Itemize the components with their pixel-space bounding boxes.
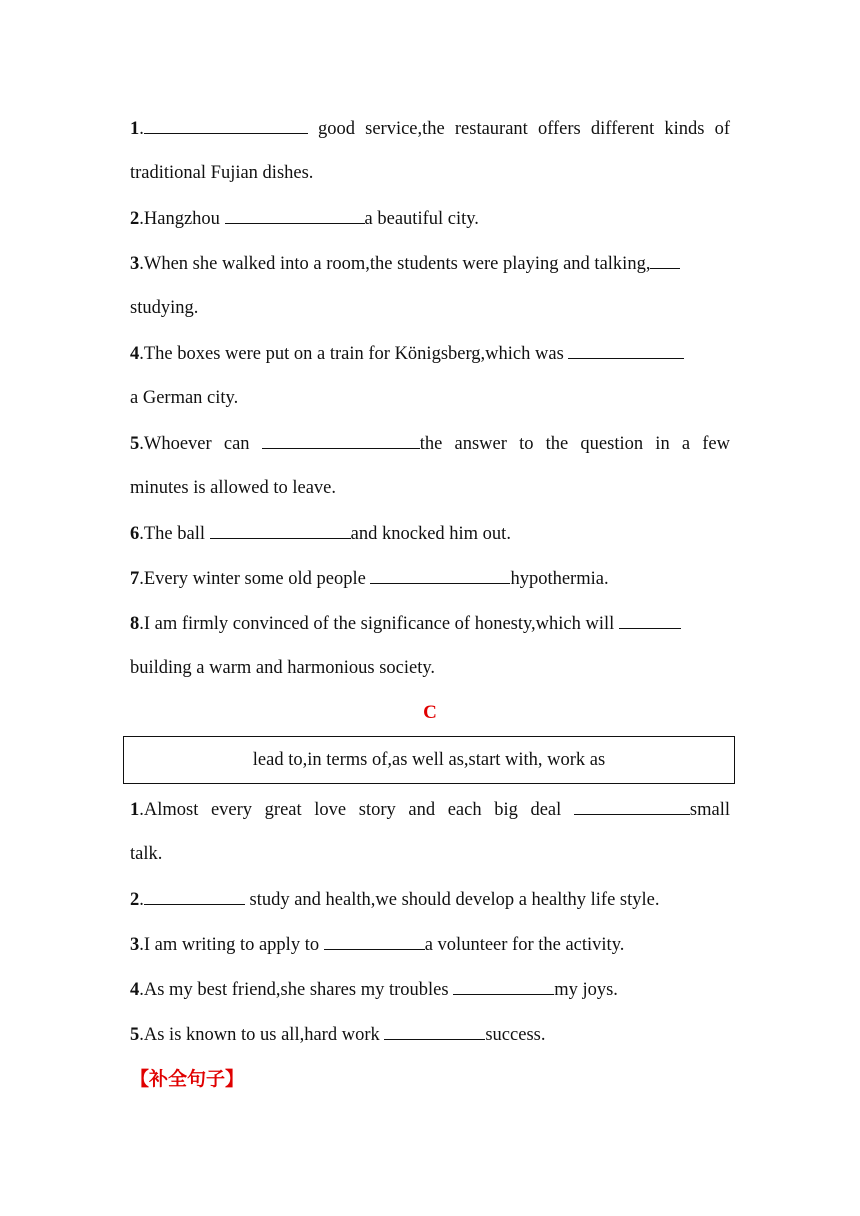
item-text: .I am firmly convinced of the significance of honesty,which will — [139, 614, 619, 634]
exercise-item-b6 — [130, 521, 730, 546]
exercise-item-b5 — [130, 431, 730, 456]
answer-blank[interactable] — [384, 1022, 485, 1040]
answer-blank[interactable] — [144, 116, 308, 134]
item-number: 3 — [130, 254, 140, 274]
exercise-item-b3-cont: studying. — [130, 298, 199, 318]
word-bank-box: lead to,in terms of,as well as,start with, work as — [123, 736, 735, 784]
section-heading-complete-sentences: 【补全句子】 — [130, 1068, 245, 1090]
item-text: .I am writing to apply to — [139, 935, 324, 955]
item-number: 5 — [130, 1025, 140, 1045]
item-text: and knocked him out. — [350, 524, 511, 544]
item-text: . — [139, 119, 144, 139]
item-number: 3 — [130, 935, 140, 955]
exercise-item-c1 — [130, 797, 730, 822]
item-text: study and health,we should develop a healthy life style. — [244, 890, 660, 910]
exercise-item-b4-cont: a German city. — [130, 388, 239, 408]
answer-blank[interactable] — [574, 797, 690, 815]
exercise-item-c2 — [130, 887, 730, 912]
exercise-item-b2 — [130, 206, 730, 231]
item-text: .Whoever can — [139, 434, 262, 454]
item-text: .When she walked into a room,the students were playing and talking, — [139, 254, 651, 274]
item-text: .The ball — [139, 524, 210, 544]
item-text: hypothermia. — [510, 569, 609, 589]
section-c-label: C — [423, 702, 437, 723]
item-number: 2 — [130, 209, 140, 229]
item-number: 1 — [130, 119, 140, 139]
item-text: .Hangzhou — [139, 209, 225, 229]
exercise-item-b4 — [130, 341, 730, 366]
exercise-item-b7 — [130, 566, 730, 591]
exercise-item-b3 — [130, 251, 730, 276]
answer-blank[interactable] — [370, 566, 510, 584]
item-text: good service,the restaurant offers different kinds of — [307, 119, 730, 139]
item-number: 1 — [130, 800, 140, 820]
item-text: .As my best friend,she shares my troubles — [139, 980, 454, 1000]
item-number: 6 — [130, 524, 140, 544]
answer-blank[interactable] — [262, 431, 420, 449]
exercise-item-c4 — [130, 977, 730, 1002]
item-text: a volunteer for the activity. — [424, 935, 625, 955]
item-number: 8 — [130, 614, 140, 634]
item-number: 5 — [130, 434, 140, 454]
item-text: a beautiful city. — [364, 209, 479, 229]
item-text: . — [139, 890, 144, 910]
answer-blank[interactable] — [210, 521, 351, 539]
item-number: 4 — [130, 980, 140, 1000]
item-text: success. — [485, 1025, 546, 1045]
exercise-item-c3 — [130, 932, 730, 957]
answer-blank[interactable] — [225, 206, 365, 224]
answer-blank[interactable] — [568, 341, 684, 359]
item-number: 7 — [130, 569, 140, 589]
exercise-item-b8 — [130, 611, 730, 636]
answer-blank[interactable] — [650, 251, 680, 269]
answer-blank[interactable] — [453, 977, 554, 995]
answer-blank[interactable] — [324, 932, 425, 950]
item-text: .Every winter some old people — [139, 569, 371, 589]
item-text: .As is known to us all,hard work — [139, 1025, 385, 1045]
item-text: .The boxes were put on a train for Königsberg,which was — [139, 344, 569, 364]
exercise-item-b1-cont: traditional Fujian dishes. — [130, 163, 314, 183]
exercise-item-b8-cont: building a warm and harmonious society. — [130, 658, 436, 678]
exercise-item-b5-cont: minutes is allowed to leave. — [130, 478, 337, 498]
item-number: 2 — [130, 890, 140, 910]
item-text: small — [689, 800, 730, 820]
answer-blank[interactable] — [144, 887, 245, 905]
exercise-item-b1 — [130, 116, 730, 141]
item-number: 4 — [130, 344, 140, 364]
item-text: .Almost every great love story and each big deal — [139, 800, 574, 820]
exercise-item-c5 — [130, 1022, 730, 1047]
item-text: my joys. — [554, 980, 618, 1000]
answer-blank[interactable] — [619, 611, 681, 629]
item-text: the answer to the question in a few — [419, 434, 731, 454]
exercise-item-c1-cont: talk. — [130, 844, 163, 864]
